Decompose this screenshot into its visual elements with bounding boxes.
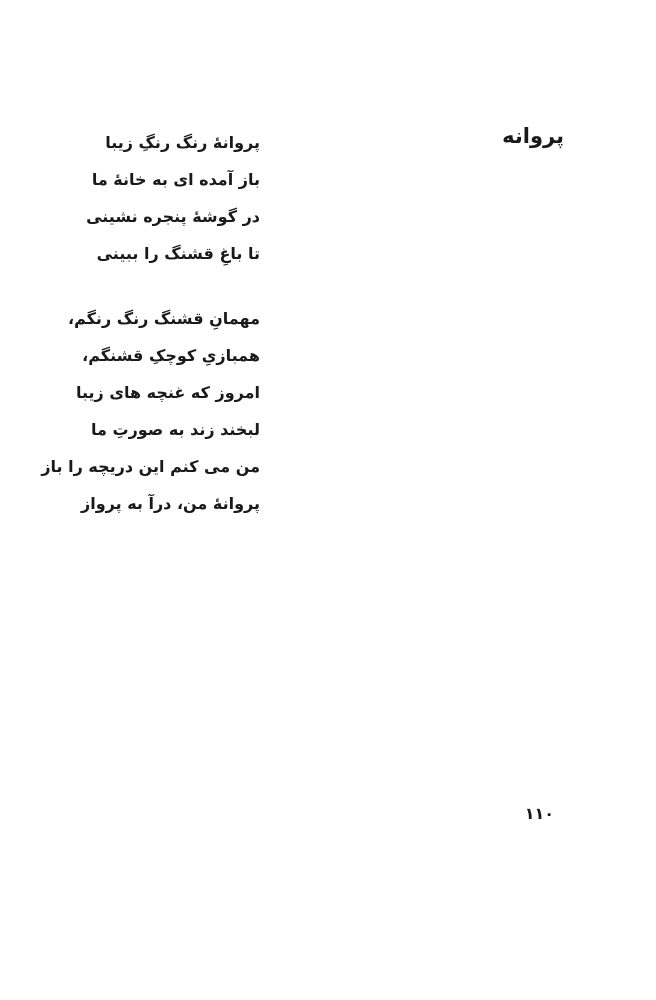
stanza-1	[60, 124, 260, 272]
poem-title: پروانه	[502, 124, 564, 148]
poem-body	[41, 124, 260, 522]
poem-line: در گوشهٔ پنجره نشینی	[86, 207, 260, 226]
stanza-2	[41, 300, 260, 522]
poem-line: باز آمده ای به خانهٔ ما	[91, 170, 260, 189]
poem-line: پروانهٔ من، درآ به پرواز	[81, 494, 260, 513]
poem-line: امروز که غنچه های زیبا	[75, 383, 260, 402]
poem-line: لبخند زند به صورتِ ما	[91, 420, 260, 439]
poem-line: مهمانِ قشنگ رنگ رنگم،	[68, 309, 260, 328]
poem-line: تا باغِ قشنگ را ببینی	[96, 244, 260, 263]
poem-line: من می کنم این دریچه را باز	[41, 457, 260, 476]
poem-line: همبازیِ کوچکِ قشنگم،	[82, 346, 260, 365]
page-number: ۱۱۰	[524, 804, 554, 823]
poem-line: پروانهٔ رنگ رنگِ زیبا	[105, 133, 260, 152]
